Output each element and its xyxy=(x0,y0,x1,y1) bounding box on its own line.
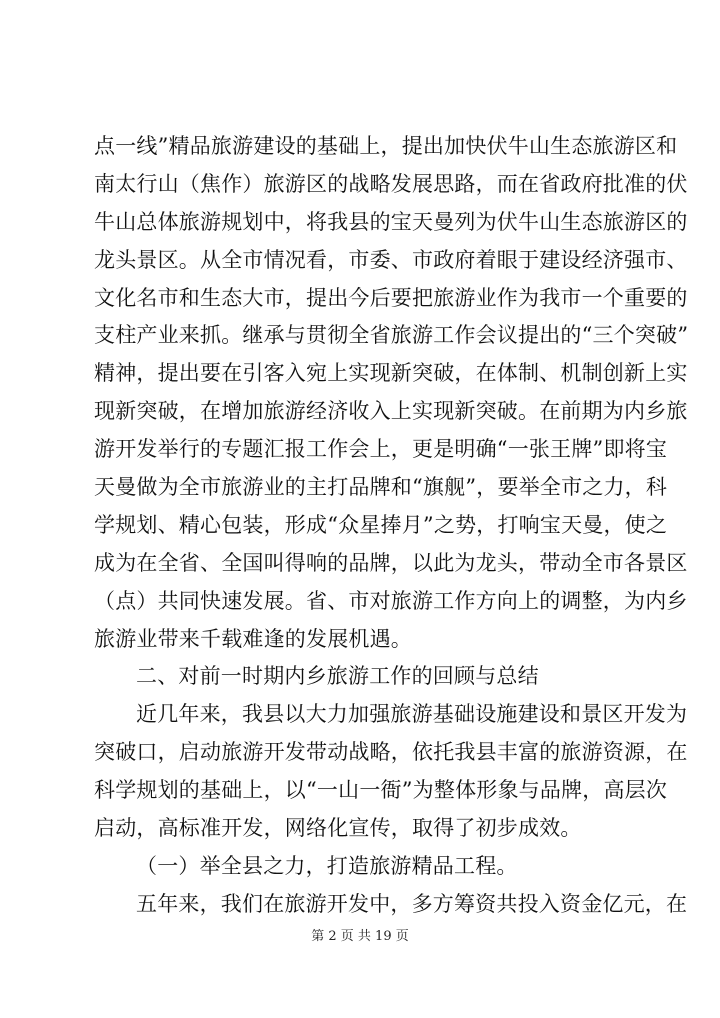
paragraph-start-line: 五年来，我们在旅游开发中，多方筹资共投入资金亿元，在 xyxy=(136,891,688,916)
text-line: 科学规划的基础上，以“一山一衙”为整体形象与品牌，高层次 xyxy=(94,778,668,803)
text-line: 天曼做为全市旅游业的主打品牌和“旗舰”，要举全市之力，科 xyxy=(94,475,668,500)
text-line: 启动，高标准开发，网络化宣传，取得了初步成效。 xyxy=(94,816,582,841)
text-line: 南太行山（焦作）旅游区的战略发展思路，而在省政府批准的伏 xyxy=(94,171,688,196)
text-line: （点）共同快速发展。省、市对旅游工作方向上的调整，为内乡 xyxy=(94,588,688,613)
text-line: 现新突破，在增加旅游经济收入上实现新突破。在前期为内乡旅 xyxy=(94,399,688,424)
paragraph-start-line: 近几年来，我县以大力加强旅游基础设施建设和景区开发为 xyxy=(136,702,688,727)
text-line: 精神，提出要在引客入宛上实现新突破，在体制、机制创新上实 xyxy=(94,361,688,386)
document-body xyxy=(94,128,689,924)
text-line: 牛山总体旅游规划中，将我县的宝天曼列为伏牛山生态旅游区的 xyxy=(94,209,688,234)
page-number-footer: 第 2 页 共 19 页 xyxy=(311,929,409,944)
section-heading: 二、对前一时期内乡旅游工作的回顾与总结 xyxy=(136,664,539,689)
text-line: 突破口，启动旅游开发带动战略，依托我县丰富的旅游资源，在 xyxy=(94,740,688,765)
text-line: 龙头景区。从全市情况看，市委、市政府着眼于建设经济强市、 xyxy=(94,247,688,272)
text-line: 旅游业带来千载难逢的发展机遇。 xyxy=(94,626,412,651)
text-line: 学规划、精心包装，形成“众星捧月”之势，打响宝天曼，使之 xyxy=(94,512,668,537)
text-line: 点一线”精品旅游建设的基础上，提出加快伏牛山生态旅游区和 xyxy=(94,134,678,158)
subsection-heading: （一）举全县之力，打造旅游精品工程。 xyxy=(136,853,518,878)
text-line: 成为在全省、全国叫得响的品牌，以此为龙头，带动全市各景区 xyxy=(94,550,688,575)
text-line: 游开发举行的专题汇报工作会上，更是明确“一张王牌”即将宝 xyxy=(94,437,668,462)
text-line: 支柱产业来抓。继承与贯彻全省旅游工作会议提出的“三个突破” xyxy=(94,323,689,348)
text-line: 文化名市和生态大市，提出今后要把旅游业作为我市一个重要的 xyxy=(94,285,688,310)
